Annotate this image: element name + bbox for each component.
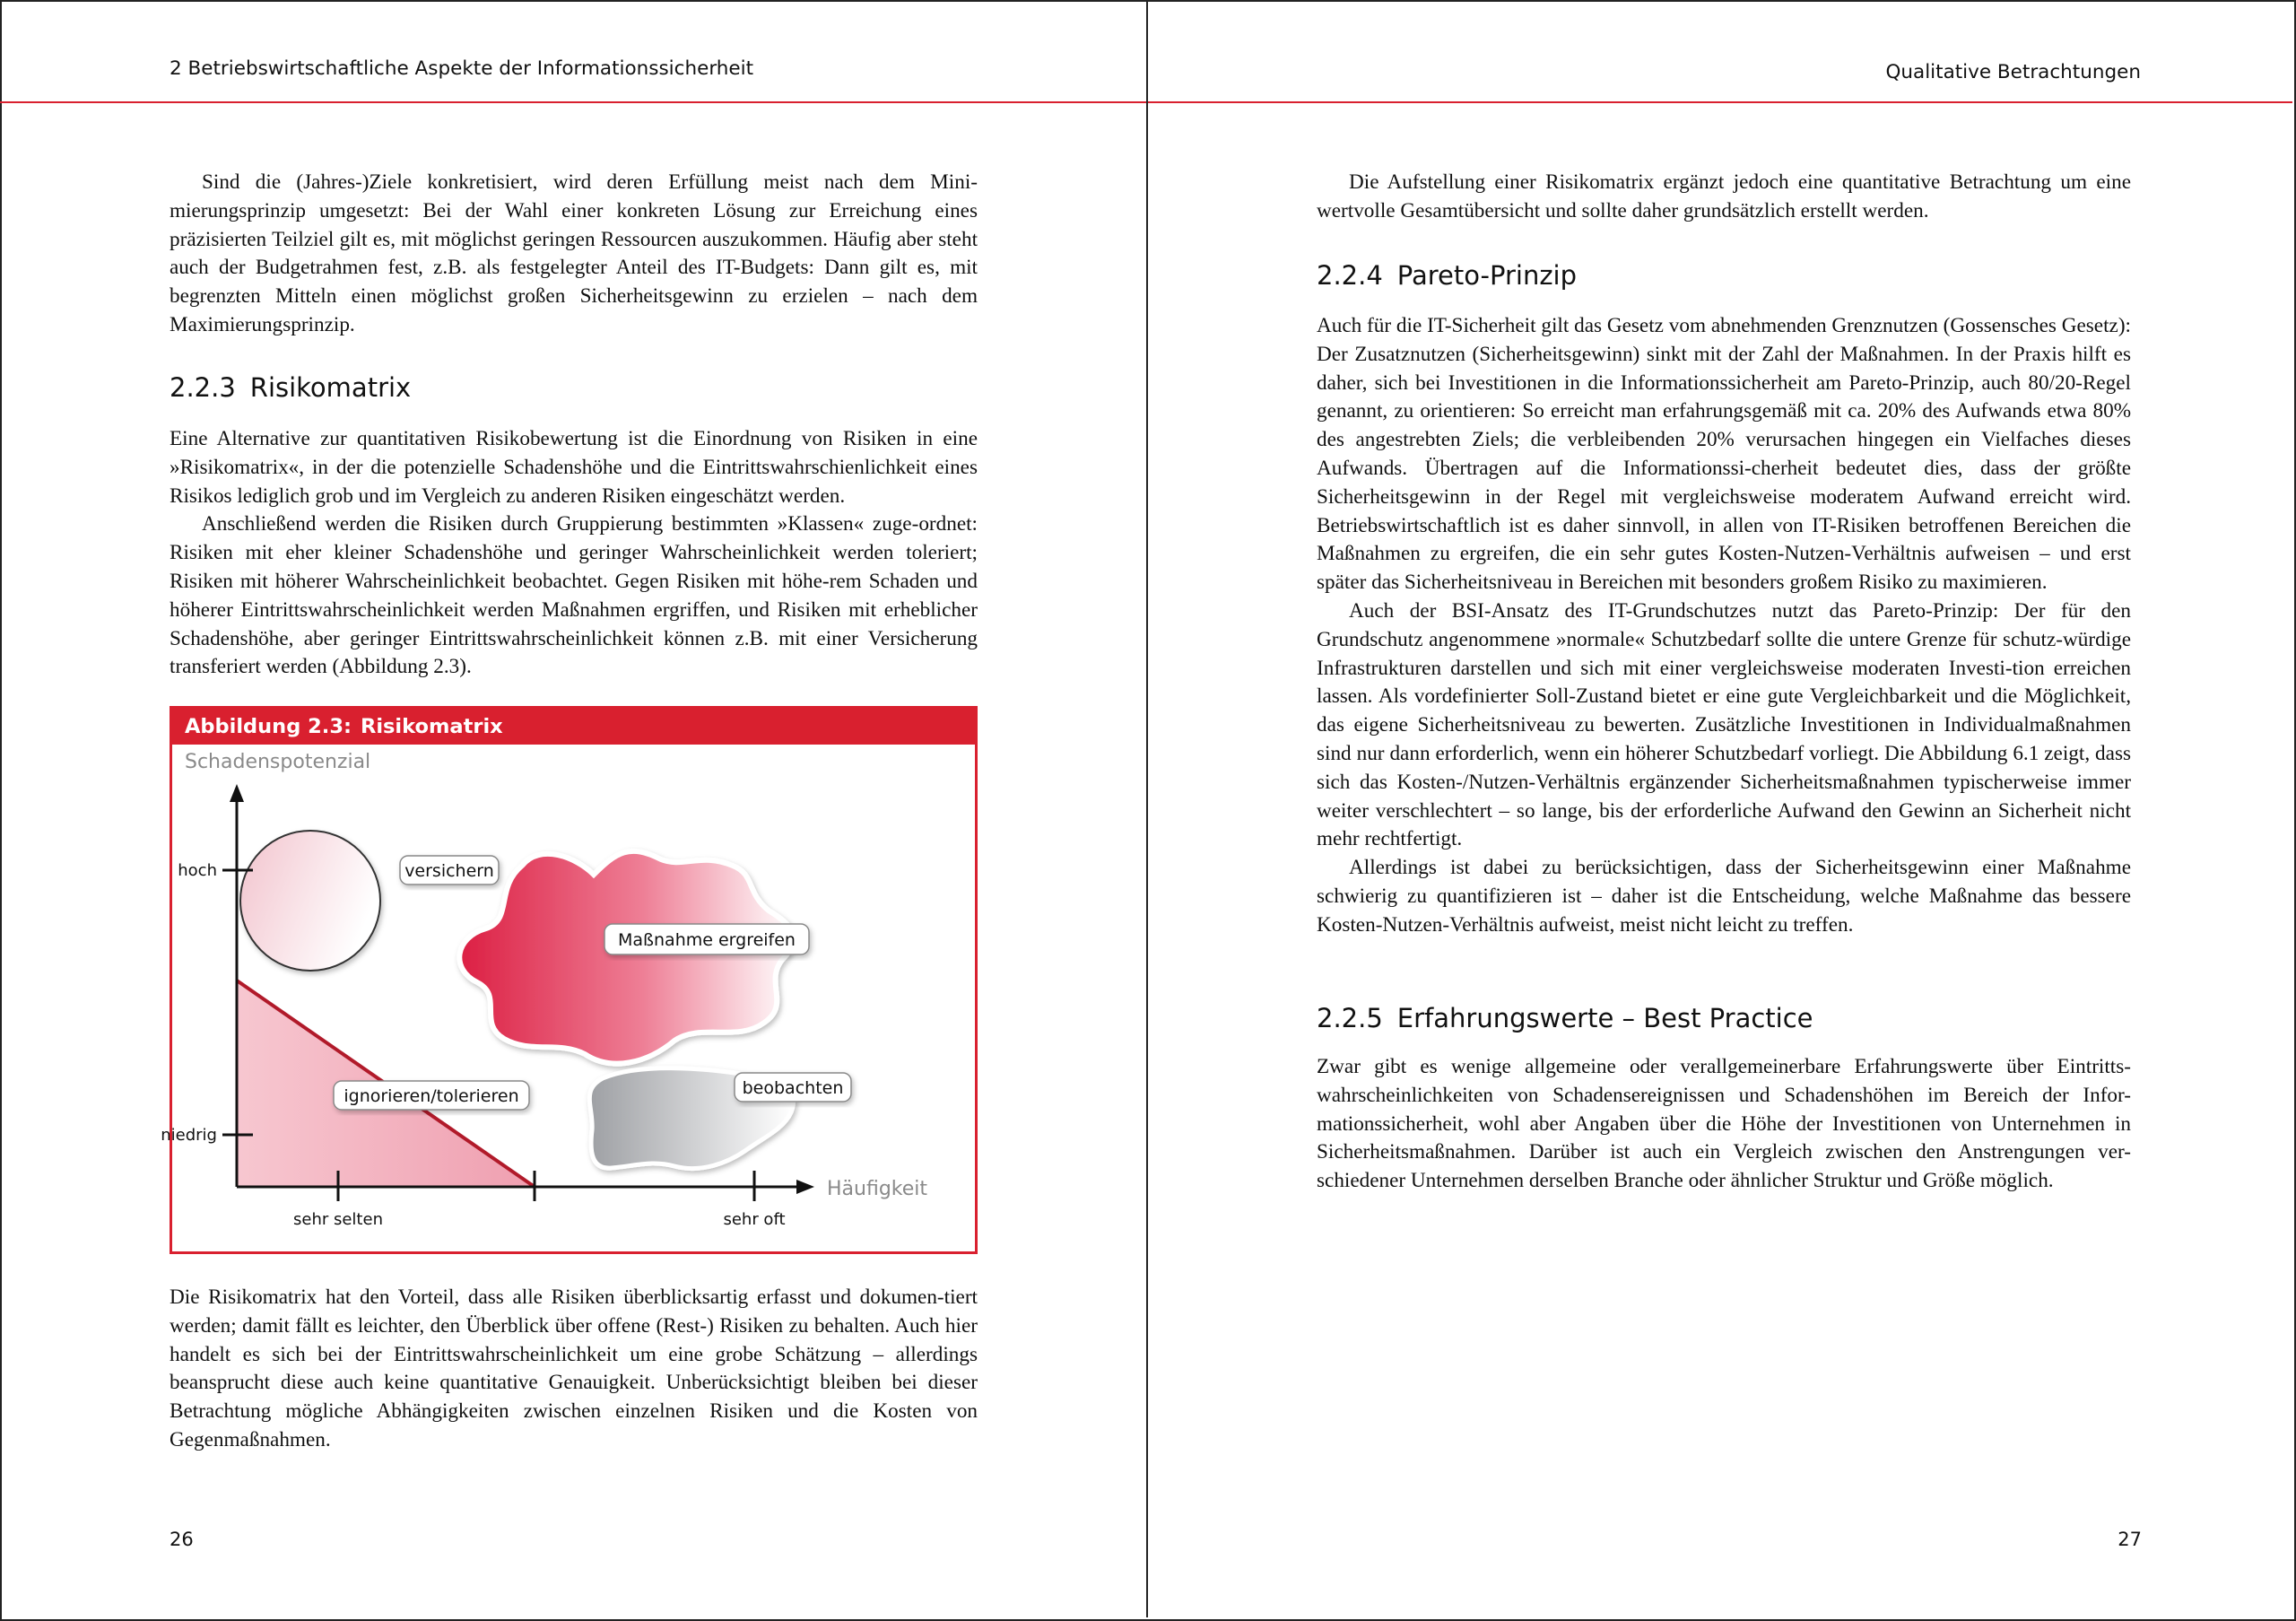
text-line: steht auch der Budgetrahmen fest, z.B. als festgelegter Anteil des IT-Budgets: Dann gilt (170, 227, 978, 280)
text-line: Auch für die IT-Sicherheit gilt das Gesetz vom abnehmenden Grenznutzen (Gossensches (1317, 314, 2057, 337)
y-axis-arrow (230, 784, 244, 802)
text-line: wahrscheinlichkeiten von Schadensereignissen und Schadenshöhen im Bereich der Infor- (1317, 1083, 2131, 1107)
text-line: mit ca. 20% des Aufwands etwa 80% des angestrebten Ziels; die verbleibenden 20% (1317, 399, 2132, 452)
text-line: mationssicherheit, wohl aber Angaben über die Höhe der Investitionen von Unternehmen in (1317, 1111, 2131, 1136)
pareto-text (1317, 312, 2131, 940)
insure-label-text: versichern (404, 861, 494, 881)
text-line: Allerdings ist dabei zu berücksichtigen, dass der Sicherheitsgewinn einer Maßnahme (1349, 856, 2131, 880)
text-line: »Risikomatrix«, in der die potenzielle Schadenshöhe und die Eintrittswahrschienlichkeit (170, 455, 927, 479)
text-line: würdige Infrastrukturen darstellen und sich mit einer vergleichsweise moderaten Investi- (1317, 627, 2131, 680)
section-title: Risikomatrix (249, 372, 412, 403)
text-line: Die Aufstellung einer Risikomatrix ergänzt jedoch eine quantitative Betrachtung um (1349, 170, 2088, 194)
text-line: eine wertvolle Gesamtübersicht und sollte daher grundsätzlich erstellt werden. (1317, 170, 2132, 222)
risk-matrix-diagram (161, 709, 975, 1251)
text-line: Sicherheitsmaßnahmen typischerweise immer weiter verschlechtert – so lange, bis der (1317, 770, 2131, 823)
after-figure-paragraph (170, 1284, 978, 1455)
text-line: mit besonders großem Risiko zu maximieren. (1668, 571, 2048, 595)
text-line: die Kosten von Gegenmaßnahmen. (170, 1399, 978, 1451)
page-number-left: 26 (170, 1529, 194, 1550)
text-line: Risiken mit erheblicher Schadenshöhe, aber geringer Eintrittswahrscheinlichkeit können (170, 597, 978, 650)
paragraph (1317, 854, 2131, 939)
intro-paragraph (170, 169, 978, 340)
text-line: z.B. mit einer Versicherung transferiert werden (Abbildung 2.3). (170, 626, 978, 679)
tolerate-label (334, 1081, 529, 1110)
observe-label (735, 1073, 851, 1102)
page-number-right: 27 (2118, 1529, 2142, 1550)
text-line: dem Maximierungsprinzip. (170, 284, 978, 336)
text-line: erforderliche Aufwand den Gewinn an Sicherheit nicht mehr rechtfertigt. (1317, 798, 2132, 851)
paragraph (1317, 312, 2131, 597)
figure-label: Abbildung 2.3: (185, 715, 352, 738)
text-line: cherheit bedeutet dies, dass der größte Sicherheitsgewinn in der Regel mit vergleichsweise (1317, 456, 2131, 509)
x-axis-arrow (796, 1180, 814, 1194)
intro-paragraph (1317, 169, 2131, 226)
running-head-right: Qualitative Betrachtungen (1885, 61, 2141, 83)
right-page (1148, 0, 2292, 1617)
paragraph (170, 169, 978, 340)
text-line: rem Schaden und höherer Eintrittswahrscheinlichkeit werden Maßnahmen ergriffen, und (170, 569, 978, 622)
paragraph (170, 1284, 978, 1455)
text-line: Auch der BSI-Ansatz des IT-Grundschutzes nutzt das Pareto-Prinzip: Der für den (1349, 598, 2131, 623)
text-line: vorliegt. Die Abbildung 6.1 zeigt, dass sich das Kosten-/Nutzen-Verhältnis ergänzender (1317, 741, 2131, 794)
section-heading-2-2-3 (170, 372, 411, 403)
y-tick-label-low: niedrig (161, 1126, 217, 1145)
y-tick-label-high: hoch (178, 861, 217, 880)
paragraph (170, 425, 978, 510)
text-line: Sind die (Jahres-)Ziele konkretisiert, wird deren Erfüllung meist nach dem Mini- (202, 170, 978, 194)
text-line: Sicherheitsmaßnahmen. Darüber ist auch ein Vergleich zwischen den Anstrengungen ver- (1317, 1140, 2131, 1164)
text-line: präzisierten Teilziel gilt es, mit möglichst geringen Ressourcen auszukommen. Häufig aber (170, 227, 933, 251)
act-label-text: Maßnahme ergreifen (618, 930, 796, 950)
section-number: 2.2.4 (1317, 260, 1383, 291)
text-line: schwierig zu quantifizieren ist – daher ist die Entscheidung, welche Maßnahme das bessere (1317, 884, 2131, 908)
header-rule-right (1148, 101, 2292, 103)
text-line: der Praxis hilft es daher, sich bei Investitionen in die Informationssicherheit am Pareto- (1317, 342, 2131, 395)
text-line: schiedener Unternehmen derselben Branche oder ähnlicher Struktur und Größe möglich. (1317, 1169, 2054, 1193)
paragraph (170, 510, 978, 682)
text-line: Kosten-Nutzen-Verhältnis aufweist, meist nicht leicht zu treffen. (1317, 912, 1854, 937)
risikomatrix-text (170, 425, 978, 682)
act-label (604, 924, 809, 954)
text-line: Die Risikomatrix hat den Vorteil, dass alle Risiken überblicksartig erfasst und dokumen- (170, 1285, 944, 1309)
text-line: tion erreichen lassen. Als vordefinierter Soll-Zustand bietet er eine gute Vergleichbarkeit (1317, 656, 2132, 709)
text-line: es, mit begrenzten Mitteln einen möglichst großen Sicherheitsgewinn zu erzielen – nach (170, 256, 978, 309)
header-rule-left (0, 101, 1146, 103)
text-line: von IT-Risiken betroffenen Bereichen die Maßnahmen zu ergreifen, die ein sehr gutes (1317, 513, 2131, 566)
paragraph (1317, 1053, 2131, 1196)
running-head-left: 2 Betriebswirtschaftliche Aspekte der Informationssicherheit (170, 57, 754, 80)
text-line: – allerdings beansprucht diese auch keine quantitative Genauigkeit. Unberücksichtigt (170, 1342, 978, 1395)
text-line: moderatem Aufwand erreicht wird. Betriebswirtschaftlich ist es daher sinnvoll, in allen (1317, 484, 2132, 537)
section-title: Pareto-Prinzip (1396, 260, 1578, 291)
section-number: 2.2.3 (170, 372, 236, 403)
text-line: eines Risikos lediglich grob und im Vergleich zu anderen Risiken eingeschätzt werden. (170, 455, 978, 508)
observe-label-text: beobachten (742, 1078, 844, 1098)
insure-shape (240, 831, 380, 971)
text-line: Gesetz): Der Zusatznutzen (Sicherheitsgewinn) sinkt mit der Zahl der Maßnahmen. In (1317, 314, 2131, 366)
text-line: in Individualmaßnahmen sind nur dann erforderlich, wenn ein höherer Schutzbedarf (1317, 713, 2132, 765)
act-shape (459, 851, 794, 1064)
text-line: Anschließend werden die Risiken durch Gruppierung bestimmten »Klassen« zuge- (202, 512, 919, 536)
text-line: Eine Alternative zur quantitativen Risikobewertung ist die Einordnung von Risiken in eine (170, 427, 978, 450)
best-practice-text (1317, 1053, 2131, 1196)
text-line: toleriert; Risiken mit höherer Wahrscheinlichkeit beobachtet. Gegen Risiken mit höhe- (170, 541, 978, 593)
section-number: 2.2.5 (1317, 1003, 1383, 1033)
figure-title: Risikomatrix (361, 715, 503, 738)
text-line: verursachen hingegen ein Vielfaches dieses Aufwands. Übertragen auf die Informationssi- (1317, 428, 2131, 480)
text-line: Zwar gibt es wenige allgemeine oder verallgemeinerbare Erfahrungswerte über Eintritts- (1317, 1055, 2131, 1078)
section-heading-2-2-4 (1317, 260, 1577, 291)
x-tick-label-often: sehr oft (723, 1210, 786, 1229)
text-line: ordnet: Risiken mit eher kleiner Schadenshöhe und geringer Wahrscheinlichkeit werden (170, 512, 978, 565)
x-tick-label-rare: sehr selten (293, 1210, 383, 1229)
text-line: Kosten-Nutzen-Verhältnis aufweisen – und erst später das Sicherheitsniveau in Bereichen (1317, 542, 2131, 595)
text-line: Prinzip, auch 80/20-Regel genannt, zu orientieren: So erreicht man erfahrungsgemäß (1317, 370, 2131, 423)
figure-risikomatrix (161, 706, 978, 1254)
y-axis-label: Schadenspotenzial (185, 751, 371, 773)
text-line: tiert werden; damit fällt es leichter, den Überblick über offene (Rest-) Risiken zu behalten. (170, 1285, 978, 1338)
text-line: bleiben bei dieser Betrachtung mögliche Abhängigkeiten zwischen einzelnen Risiken und (170, 1371, 978, 1424)
paragraph (1317, 169, 2131, 226)
section-heading-2-2-5 (1317, 1003, 1813, 1033)
text-line: und die Möglichkeit, das eigene Sicherheitsniveau zu bewerten. Zusätzliche Investitionen (1317, 684, 2131, 737)
insure-label (400, 856, 499, 885)
paragraph (1317, 597, 2131, 854)
section-title: Erfahrungswerte – Best Practice (1396, 1003, 1813, 1033)
text-line: Grundschutz angenommene »normale« Schutzbedarf sollte die untere Grenze für schutz- (1317, 627, 2064, 651)
text-line: mierungsprinzip umgesetzt: Bei der Wahl einer konkreten Lösung zur Erreichung eines (170, 198, 978, 222)
text-line: Auch hier handelt es sich bei der Eintrittswahrscheinlichkeit um eine grobe Schätzung (170, 1313, 978, 1366)
left-page (0, 0, 1146, 1617)
x-axis-label: Häufigkeit (827, 1178, 928, 1200)
tolerate-label-text: ignorieren/tolerieren (344, 1086, 519, 1106)
